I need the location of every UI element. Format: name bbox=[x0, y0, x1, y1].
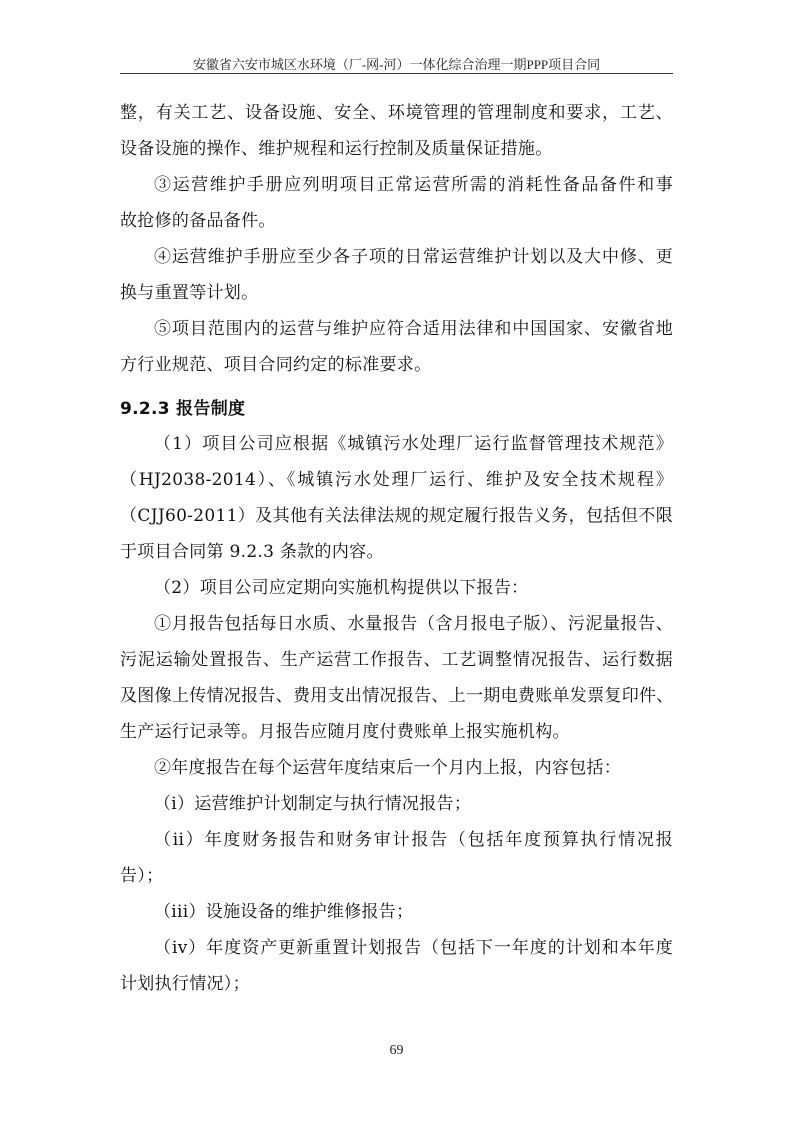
body-line: 及图像上传情况报告、费用支出情况报告、上一期电费账单发票复印件、 bbox=[120, 686, 674, 706]
body-line: ④运营维护手册应至少各子项的日常运营维护计划以及大中修、更 bbox=[154, 247, 673, 267]
header-rule bbox=[120, 73, 673, 74]
body-line: （i）运营维护计划制定与执行情况报告； bbox=[154, 794, 472, 814]
body-line: （2）项目公司应定期向实施机构提供以下报告： bbox=[154, 578, 529, 598]
body-line: （iv）年度资产更新重置计划报告（包括下一年度的计划和本年度 bbox=[154, 938, 673, 958]
body-line: 方行业规范、项目合同约定的标准要求。 bbox=[120, 355, 432, 375]
body-line: 告）； bbox=[120, 866, 164, 886]
body-line: 计划执行情况）； bbox=[120, 974, 250, 994]
body-line: 整，有关工艺、设备设施、安全、环境管理的管理制度和要求，工艺、 bbox=[120, 103, 673, 123]
body-line: 污泥运输处置报告、生产运营工作报告、工艺调整情况报告、运行数据 bbox=[120, 650, 673, 670]
body-line: 于项目合同第 9.2.3 条款的内容。 bbox=[120, 542, 384, 562]
body-line: ⑤项目范围内的运营与维护应符合适用法律和中国国家、安徽省地 bbox=[154, 319, 673, 339]
body-line: （CJJ60-2011）及其他有关法律法规的规定履行报告义务，包括但不限 bbox=[120, 506, 673, 526]
body-line: ②年度报告在每个运营年度结束后一个月内上报，内容包括： bbox=[154, 758, 622, 778]
body-line: 生产运行记录等。月报告应随月度付费账单上报实施机构。 bbox=[120, 722, 570, 742]
body-line: （ii）年度财务报告和财务审计报告（包括年度预算执行情况报 bbox=[154, 830, 673, 850]
page-number: 69 bbox=[389, 1043, 404, 1058]
body-line: ①月报告包括每日水质、水量报告（含月报电子版）、污泥量报告、 bbox=[154, 614, 673, 634]
page-header: 安徽省六安市城区水环境（厂-网-河）一体化综合治理一期PPP项目合同 bbox=[192, 57, 601, 72]
body-line: （iii）设施设备的维护维修报告； bbox=[154, 902, 414, 922]
body-line: ③运营维护手册应列明项目正常运营所需的消耗性备品备件和事 bbox=[154, 175, 673, 195]
body-line: 故抢修的备品备件。 bbox=[120, 211, 276, 231]
body-line: （1）项目公司应根据《城镇污水处理厂运行监督管理技术规范》 bbox=[154, 434, 673, 454]
body-line: 换与重置等计划。 bbox=[120, 283, 259, 303]
body-line: 设备设施的操作、维护规程和运行控制及质量保证措施。 bbox=[120, 139, 553, 159]
body-line: （HJ2038-2014）、《城镇污水处理厂运行、维护及安全技术规程》 bbox=[120, 470, 673, 490]
section-heading: 9.2.3 报告制度 bbox=[120, 399, 246, 419]
